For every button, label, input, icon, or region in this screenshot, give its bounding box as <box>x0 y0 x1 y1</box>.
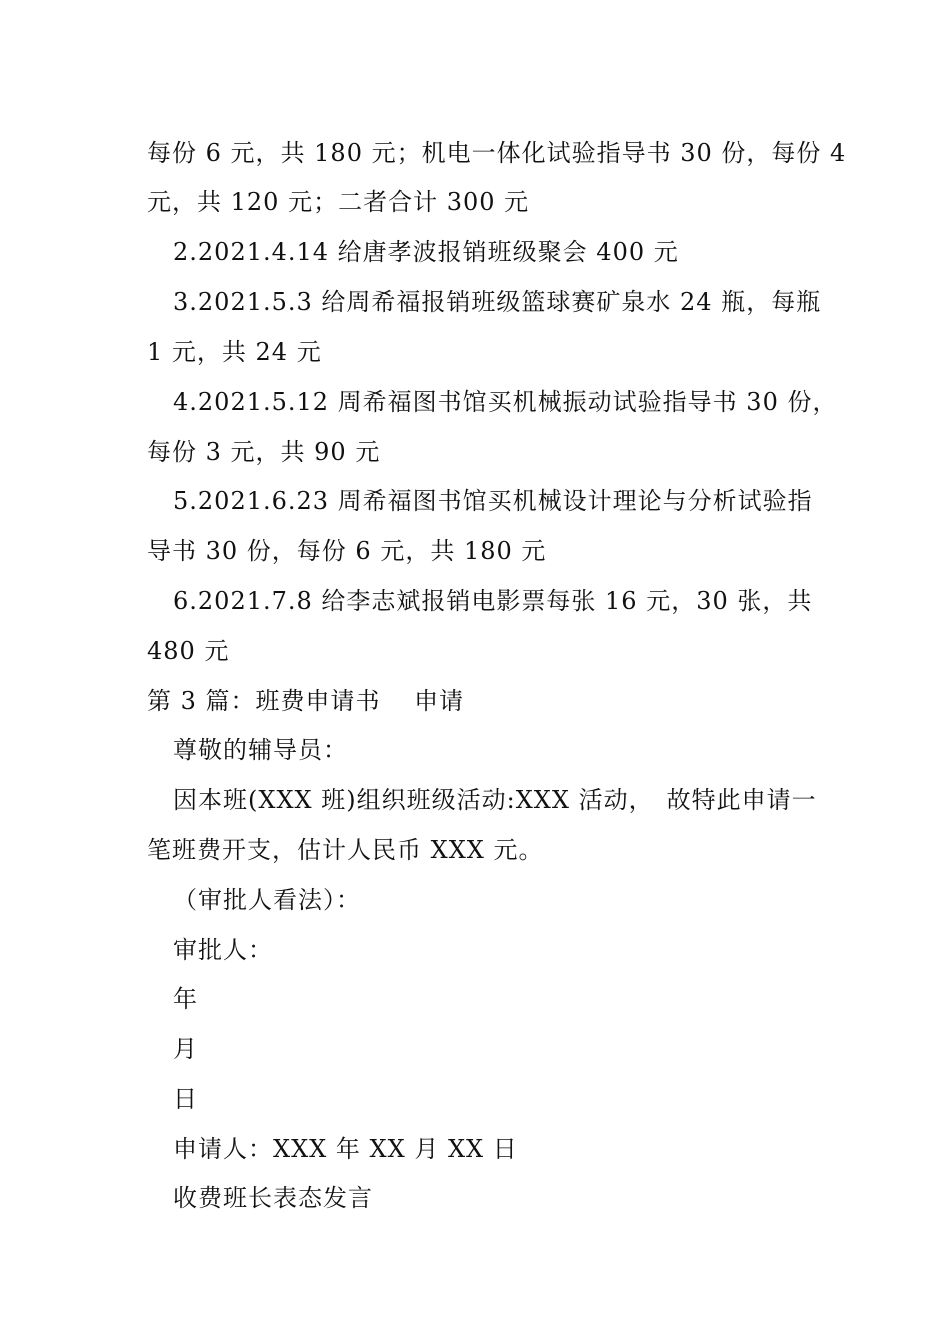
month-label: 月 <box>173 1035 198 1063</box>
applicant-line: 申请人：XXX 年 XX 月 XX 日 <box>173 1135 518 1163</box>
body-paragraph: 因本班(XXX 班)组织班级活动:XXX 活动， 故特此申请一 <box>173 786 817 814</box>
text-line: 元，共 120 元；二者合计 300 元 <box>147 188 530 216</box>
approver-label: 审批人： <box>173 936 273 964</box>
text-line: 每份 3 元，共 90 元 <box>147 438 381 466</box>
list-item: 5.2021.6.23 周希福图书馆买机械设计理论与分析试验指 <box>173 487 813 515</box>
text-line: 480 元 <box>147 637 230 665</box>
year-label: 年 <box>173 985 198 1013</box>
list-item: 6.2021.7.8 给李志斌报销电影票每张 16 元，30 张，共 <box>173 587 813 615</box>
salutation: 尊敬的辅导员： <box>173 736 348 764</box>
text-line: 导书 30 份，每份 6 元，共 180 元 <box>147 537 547 565</box>
day-label: 日 <box>173 1085 198 1113</box>
section-heading: 第 3 篇：班费申请书 申请 <box>147 687 465 715</box>
text-line: 每份 6 元，共 180 元；机电一体化试验指导书 30 份，每份 4 <box>147 139 847 167</box>
approver-opinion: （审批人看法）： <box>173 886 361 914</box>
body-paragraph: 笔班费开支，估计人民币 XXX 元。 <box>147 836 544 864</box>
list-item: 4.2021.5.12 周希福图书馆买机械振动试验指导书 30 份， <box>173 388 838 416</box>
next-title: 收费班长表态发言 <box>173 1184 373 1212</box>
list-item: 3.2021.5.3 给周希福报销班级篮球赛矿泉水 24 瓶，每瓶 <box>173 288 822 316</box>
list-item: 2.2021.4.14 给唐孝波报销班级聚会 400 元 <box>173 238 679 266</box>
text-line: 1 元，共 24 元 <box>147 338 322 366</box>
